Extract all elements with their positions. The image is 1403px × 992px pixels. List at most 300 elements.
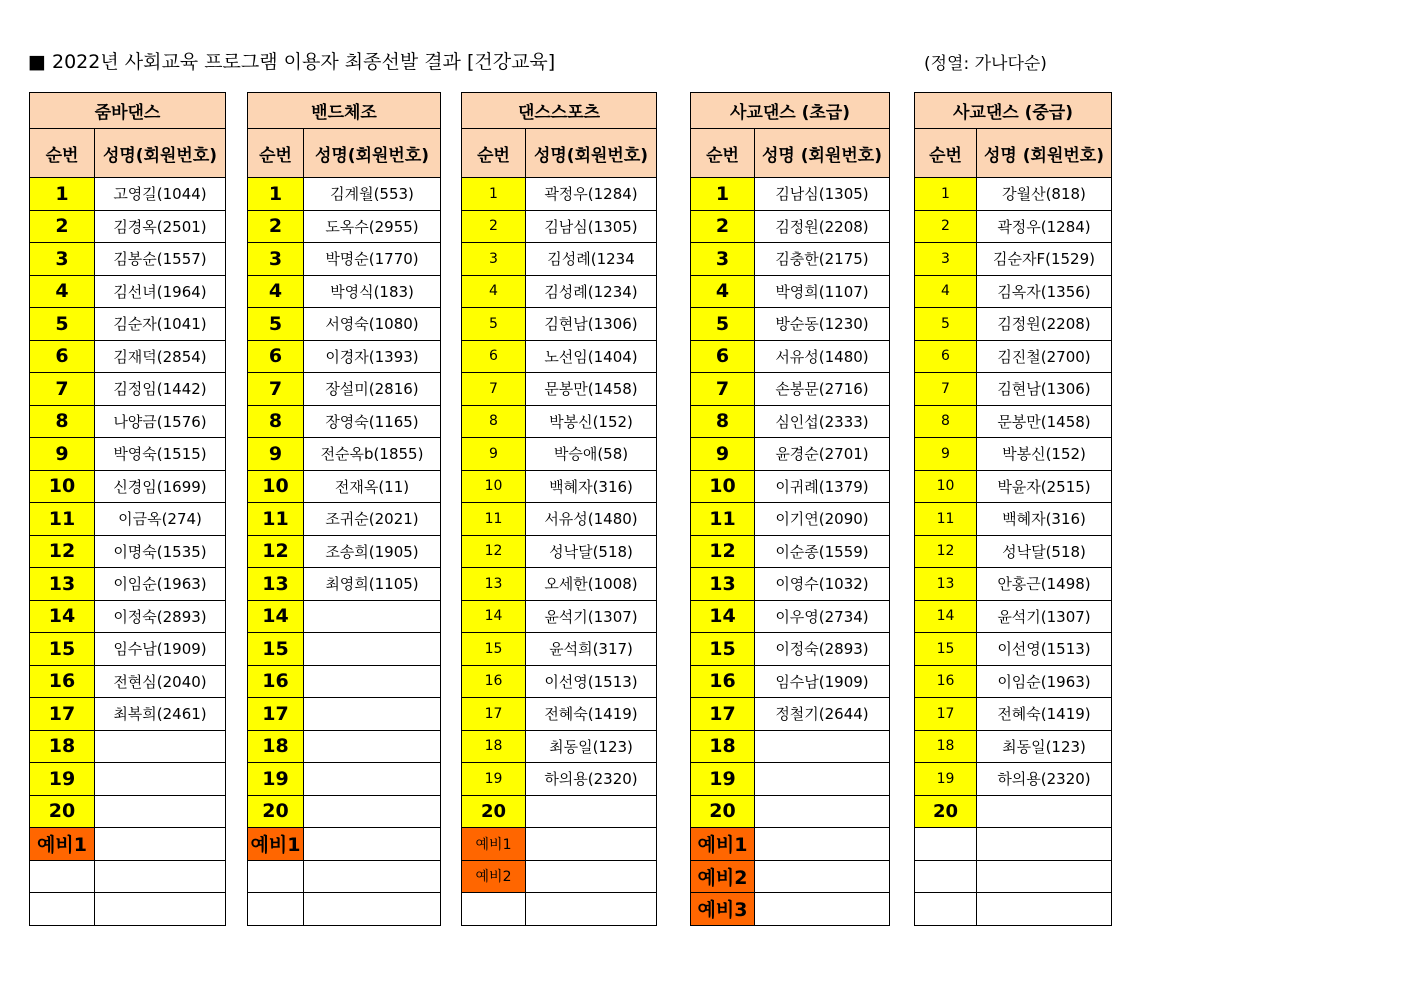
table-row <box>691 795 890 828</box>
page-title: ■ 2022년 사회교육 프로그램 이용자 최종선발 결과 [건강교육] <box>28 51 556 73</box>
name-cell: 박영식(183) <box>304 275 441 308</box>
name-cell <box>526 795 657 828</box>
name-cell: 전현심(2040) <box>95 665 226 698</box>
table-row <box>30 763 226 796</box>
seq-cell: 8 <box>691 405 755 438</box>
table-row <box>691 828 890 861</box>
table-row <box>691 373 890 406</box>
seq-header: 순번 <box>915 129 977 178</box>
seq-cell: 12 <box>691 535 755 568</box>
name-cell <box>526 860 657 893</box>
seq-cell <box>915 860 977 893</box>
seq-cell: 7 <box>248 373 304 406</box>
table-row <box>30 275 226 308</box>
program-title: 사교댄스 (중급) <box>915 93 1112 129</box>
table-row <box>248 600 441 633</box>
seq-cell <box>915 893 977 926</box>
table-row <box>462 535 657 568</box>
seq-header: 순번 <box>248 129 304 178</box>
seq-cell: 4 <box>462 275 526 308</box>
seq-cell: 예비1 <box>691 828 755 861</box>
name-cell: 문봉만(1458) <box>977 405 1112 438</box>
name-cell: 이선영(1513) <box>526 665 657 698</box>
name-cell <box>304 763 441 796</box>
seq-cell: 20 <box>915 795 977 828</box>
table-row <box>915 698 1112 731</box>
seq-cell: 9 <box>248 438 304 471</box>
seq-cell: 20 <box>691 795 755 828</box>
seq-cell: 1 <box>462 178 526 211</box>
name-cell: 김경옥(2501) <box>95 210 226 243</box>
name-cell: 김정임(1442) <box>95 373 226 406</box>
seq-cell: 8 <box>915 405 977 438</box>
seq-cell: 6 <box>691 340 755 373</box>
name-cell <box>304 698 441 731</box>
seq-cell: 19 <box>691 763 755 796</box>
name-cell <box>304 828 441 861</box>
seq-cell: 12 <box>462 535 526 568</box>
name-cell: 성낙달(518) <box>526 535 657 568</box>
seq-cell: 10 <box>248 470 304 503</box>
seq-cell: 1 <box>248 178 304 211</box>
name-cell <box>95 828 226 861</box>
seq-cell: 3 <box>915 243 977 276</box>
name-cell: 박영숙(1515) <box>95 438 226 471</box>
seq-cell: 15 <box>915 633 977 666</box>
seq-cell: 5 <box>462 308 526 341</box>
seq-cell: 13 <box>30 568 95 601</box>
table-row <box>462 373 657 406</box>
seq-cell: 7 <box>915 373 977 406</box>
table-row <box>915 373 1112 406</box>
table-row <box>691 503 890 536</box>
table-row <box>691 210 890 243</box>
name-cell <box>755 860 890 893</box>
table-row <box>462 893 657 926</box>
seq-cell: 13 <box>691 568 755 601</box>
name-cell: 윤석기(1307) <box>977 600 1112 633</box>
table-row <box>691 860 890 893</box>
seq-cell: 3 <box>248 243 304 276</box>
name-cell: 강월산(818) <box>977 178 1112 211</box>
name-cell: 박봉신(152) <box>977 438 1112 471</box>
seq-cell: 10 <box>691 470 755 503</box>
seq-cell: 예비2 <box>691 860 755 893</box>
seq-cell: 예비1 <box>462 828 526 861</box>
table-row <box>462 438 657 471</box>
name-cell: 이우영(2734) <box>755 600 890 633</box>
program-table-dancesport <box>461 92 657 926</box>
table-row <box>691 763 890 796</box>
table-row <box>691 438 890 471</box>
seq-cell: 17 <box>462 698 526 731</box>
table-row <box>248 860 441 893</box>
name-cell: 방순동(1230) <box>755 308 890 341</box>
name-cell: 곽정우(1284) <box>977 210 1112 243</box>
table-row <box>248 470 441 503</box>
program-title: 댄스스포츠 <box>462 93 657 129</box>
name-cell: 오세한(1008) <box>526 568 657 601</box>
seq-cell <box>248 860 304 893</box>
seq-cell: 6 <box>462 340 526 373</box>
table-row <box>915 568 1112 601</box>
table-row <box>915 308 1112 341</box>
table-row <box>915 893 1112 926</box>
table-row <box>248 698 441 731</box>
name-cell: 김성례(1234 <box>526 243 657 276</box>
seq-cell: 8 <box>462 405 526 438</box>
table-row <box>30 665 226 698</box>
program-table-social-beginner <box>690 92 890 926</box>
name-cell: 최영희(1105) <box>304 568 441 601</box>
table-row <box>248 275 441 308</box>
table-row <box>30 600 226 633</box>
table-row <box>248 795 441 828</box>
name-cell <box>95 795 226 828</box>
table-row <box>691 665 890 698</box>
seq-cell: 3 <box>691 243 755 276</box>
name-cell: 전혜숙(1419) <box>977 698 1112 731</box>
seq-cell: 17 <box>248 698 304 731</box>
seq-cell: 14 <box>30 600 95 633</box>
seq-cell: 11 <box>462 503 526 536</box>
table-row <box>30 503 226 536</box>
table-row <box>462 405 657 438</box>
table-row <box>691 275 890 308</box>
name-cell: 이경자(1393) <box>304 340 441 373</box>
table-row <box>248 730 441 763</box>
seq-cell: 12 <box>30 535 95 568</box>
seq-cell: 20 <box>462 795 526 828</box>
name-cell: 문봉만(1458) <box>526 373 657 406</box>
seq-cell: 18 <box>248 730 304 763</box>
seq-cell: 9 <box>915 438 977 471</box>
name-cell: 도옥수(2955) <box>304 210 441 243</box>
name-cell <box>755 730 890 763</box>
table-row <box>248 178 441 211</box>
seq-cell: 예비1 <box>30 828 95 861</box>
seq-cell: 17 <box>30 698 95 731</box>
table-row <box>915 275 1112 308</box>
name-cell: 김성례(1234) <box>526 275 657 308</box>
seq-cell: 12 <box>248 535 304 568</box>
seq-cell: 예비1 <box>248 828 304 861</box>
name-cell: 윤경순(2701) <box>755 438 890 471</box>
table-row <box>462 178 657 211</box>
seq-cell: 8 <box>30 405 95 438</box>
name-cell <box>755 763 890 796</box>
table-row <box>462 633 657 666</box>
name-cell <box>95 763 226 796</box>
table-row <box>30 698 226 731</box>
seq-cell: 2 <box>462 210 526 243</box>
table-row <box>248 405 441 438</box>
name-cell: 손봉문(2716) <box>755 373 890 406</box>
table-row <box>915 600 1112 633</box>
name-cell: 김진철(2700) <box>977 340 1112 373</box>
name-cell: 윤석기(1307) <box>526 600 657 633</box>
seq-cell: 16 <box>462 665 526 698</box>
table-row <box>30 893 226 926</box>
seq-cell: 15 <box>462 633 526 666</box>
table-row <box>915 795 1112 828</box>
name-header: 성명(회원번호) <box>526 129 657 178</box>
table-row <box>248 503 441 536</box>
table-row <box>30 795 226 828</box>
table-row <box>30 178 226 211</box>
name-cell <box>526 893 657 926</box>
name-cell: 김현남(1306) <box>526 308 657 341</box>
table-row <box>462 568 657 601</box>
name-cell <box>95 860 226 893</box>
table-row <box>30 730 226 763</box>
table-row <box>30 405 226 438</box>
table-row <box>462 828 657 861</box>
seq-cell: 1 <box>915 178 977 211</box>
seq-cell: 18 <box>691 730 755 763</box>
table-row <box>691 730 890 763</box>
table-row <box>248 243 441 276</box>
name-cell: 서유성(1480) <box>526 503 657 536</box>
name-cell: 이순종(1559) <box>755 535 890 568</box>
name-cell: 최동일(123) <box>977 730 1112 763</box>
seq-cell: 10 <box>915 470 977 503</box>
name-cell: 전재옥(11) <box>304 470 441 503</box>
name-cell: 박승애(58) <box>526 438 657 471</box>
name-cell: 백혜자(316) <box>977 503 1112 536</box>
seq-cell: 4 <box>30 275 95 308</box>
program-table-zumba <box>29 92 226 926</box>
seq-cell: 5 <box>248 308 304 341</box>
name-cell: 조귀순(2021) <box>304 503 441 536</box>
seq-cell: 16 <box>691 665 755 698</box>
seq-cell: 13 <box>915 568 977 601</box>
table-row <box>30 243 226 276</box>
name-cell: 신경임(1699) <box>95 470 226 503</box>
seq-cell: 1 <box>691 178 755 211</box>
name-cell: 이기연(2090) <box>755 503 890 536</box>
seq-cell: 14 <box>691 600 755 633</box>
seq-cell: 19 <box>915 763 977 796</box>
seq-cell: 5 <box>30 308 95 341</box>
table-row <box>915 503 1112 536</box>
table-row <box>915 763 1112 796</box>
seq-cell: 예비3 <box>691 893 755 926</box>
table-row <box>248 633 441 666</box>
name-cell <box>304 633 441 666</box>
name-cell: 서유성(1480) <box>755 340 890 373</box>
seq-cell: 16 <box>248 665 304 698</box>
seq-header: 순번 <box>30 129 95 178</box>
seq-cell: 15 <box>30 633 95 666</box>
name-cell: 이정숙(2893) <box>95 600 226 633</box>
table-row <box>462 665 657 698</box>
table-row <box>30 373 226 406</box>
table-row <box>30 438 226 471</box>
seq-cell: 2 <box>915 210 977 243</box>
name-cell: 박영희(1107) <box>755 275 890 308</box>
table-row <box>915 340 1112 373</box>
name-cell: 김선녀(1964) <box>95 275 226 308</box>
name-cell: 안홍근(1498) <box>977 568 1112 601</box>
table-row <box>462 698 657 731</box>
name-cell: 이임순(1963) <box>977 665 1112 698</box>
table-row <box>915 730 1112 763</box>
seq-cell: 9 <box>30 438 95 471</box>
seq-cell: 14 <box>248 600 304 633</box>
program-table-social-intermediate <box>914 92 1112 926</box>
name-cell <box>304 730 441 763</box>
name-cell: 김봉순(1557) <box>95 243 226 276</box>
seq-cell: 2 <box>30 210 95 243</box>
seq-cell: 12 <box>915 535 977 568</box>
name-cell <box>977 860 1112 893</box>
table-row <box>248 893 441 926</box>
program-title: 밴드체조 <box>248 93 441 129</box>
name-cell <box>977 795 1112 828</box>
seq-cell: 11 <box>691 503 755 536</box>
sort-note: (정열: 가나다순) <box>924 54 1047 74</box>
name-cell: 백혜자(316) <box>526 470 657 503</box>
table-row <box>691 308 890 341</box>
seq-cell: 2 <box>248 210 304 243</box>
table-row <box>30 535 226 568</box>
seq-cell: 5 <box>915 308 977 341</box>
seq-cell <box>30 860 95 893</box>
table-row <box>691 633 890 666</box>
table-row <box>248 568 441 601</box>
table-row <box>915 665 1112 698</box>
seq-cell: 11 <box>30 503 95 536</box>
name-cell: 고영길(1044) <box>95 178 226 211</box>
table-row <box>691 698 890 731</box>
seq-cell: 7 <box>691 373 755 406</box>
seq-cell <box>915 828 977 861</box>
table-row <box>915 178 1112 211</box>
table-row <box>248 210 441 243</box>
seq-cell: 17 <box>915 698 977 731</box>
seq-cell: 18 <box>462 730 526 763</box>
name-cell: 전순옥b(1855) <box>304 438 441 471</box>
name-cell: 장영숙(1165) <box>304 405 441 438</box>
name-cell <box>304 665 441 698</box>
table-row <box>30 308 226 341</box>
seq-cell: 20 <box>30 795 95 828</box>
name-cell: 하의용(2320) <box>526 763 657 796</box>
name-cell <box>95 893 226 926</box>
seq-cell: 11 <box>248 503 304 536</box>
table-row <box>691 178 890 211</box>
table-row <box>462 763 657 796</box>
table-row <box>691 600 890 633</box>
name-cell: 박윤자(2515) <box>977 470 1112 503</box>
table-row <box>915 243 1112 276</box>
name-cell: 정철기(2644) <box>755 698 890 731</box>
name-cell: 이금옥(274) <box>95 503 226 536</box>
seq-cell <box>30 893 95 926</box>
seq-header: 순번 <box>691 129 755 178</box>
name-cell: 나양금(1576) <box>95 405 226 438</box>
table-row <box>462 243 657 276</box>
name-cell: 이영수(1032) <box>755 568 890 601</box>
table-row <box>915 438 1112 471</box>
name-cell <box>755 828 890 861</box>
name-cell: 김남심(1305) <box>526 210 657 243</box>
table-row <box>462 275 657 308</box>
seq-cell: 16 <box>30 665 95 698</box>
seq-cell: 13 <box>462 568 526 601</box>
name-cell: 이정숙(2893) <box>755 633 890 666</box>
table-row <box>248 340 441 373</box>
name-header: 성명(회원번호) <box>304 129 441 178</box>
table-row <box>691 535 890 568</box>
name-cell <box>304 600 441 633</box>
name-cell <box>755 795 890 828</box>
table-row <box>462 730 657 763</box>
name-cell: 전혜숙(1419) <box>526 698 657 731</box>
table-row <box>248 535 441 568</box>
seq-cell: 15 <box>691 633 755 666</box>
table-row <box>915 633 1112 666</box>
name-cell: 김정원(2208) <box>977 308 1112 341</box>
name-cell: 김현남(1306) <box>977 373 1112 406</box>
name-cell: 장설미(2816) <box>304 373 441 406</box>
seq-cell: 18 <box>915 730 977 763</box>
name-cell: 이귀례(1379) <box>755 470 890 503</box>
seq-cell <box>462 893 526 926</box>
seq-cell: 13 <box>248 568 304 601</box>
name-cell: 김남심(1305) <box>755 178 890 211</box>
seq-cell: 4 <box>691 275 755 308</box>
table-row <box>248 763 441 796</box>
seq-cell: 10 <box>462 470 526 503</box>
table-row <box>462 600 657 633</box>
seq-cell: 7 <box>462 373 526 406</box>
name-cell: 김계월(553) <box>304 178 441 211</box>
name-cell: 김재덕(2854) <box>95 340 226 373</box>
name-cell: 성낙달(518) <box>977 535 1112 568</box>
table-row <box>30 828 226 861</box>
seq-cell: 20 <box>248 795 304 828</box>
name-header: 성명 (회원번호) <box>977 129 1112 178</box>
seq-cell: 6 <box>248 340 304 373</box>
program-title: 사교댄스 (초급) <box>691 93 890 129</box>
table-row <box>462 210 657 243</box>
name-cell: 박명순(1770) <box>304 243 441 276</box>
name-cell: 김순자F(1529) <box>977 243 1112 276</box>
name-cell: 김정원(2208) <box>755 210 890 243</box>
table-row <box>462 340 657 373</box>
seq-cell: 4 <box>915 275 977 308</box>
seq-cell: 9 <box>691 438 755 471</box>
name-cell: 최동일(123) <box>526 730 657 763</box>
name-header: 성명 (회원번호) <box>755 129 890 178</box>
seq-cell: 5 <box>691 308 755 341</box>
table-row <box>30 568 226 601</box>
name-cell <box>304 893 441 926</box>
name-cell <box>977 828 1112 861</box>
name-cell <box>95 730 226 763</box>
name-cell: 조송희(1905) <box>304 535 441 568</box>
table-row <box>691 893 890 926</box>
table-row <box>248 308 441 341</box>
seq-cell: 8 <box>248 405 304 438</box>
seq-cell: 9 <box>462 438 526 471</box>
seq-cell: 6 <box>915 340 977 373</box>
table-row <box>691 243 890 276</box>
name-cell: 심인섭(2333) <box>755 405 890 438</box>
name-cell <box>526 828 657 861</box>
